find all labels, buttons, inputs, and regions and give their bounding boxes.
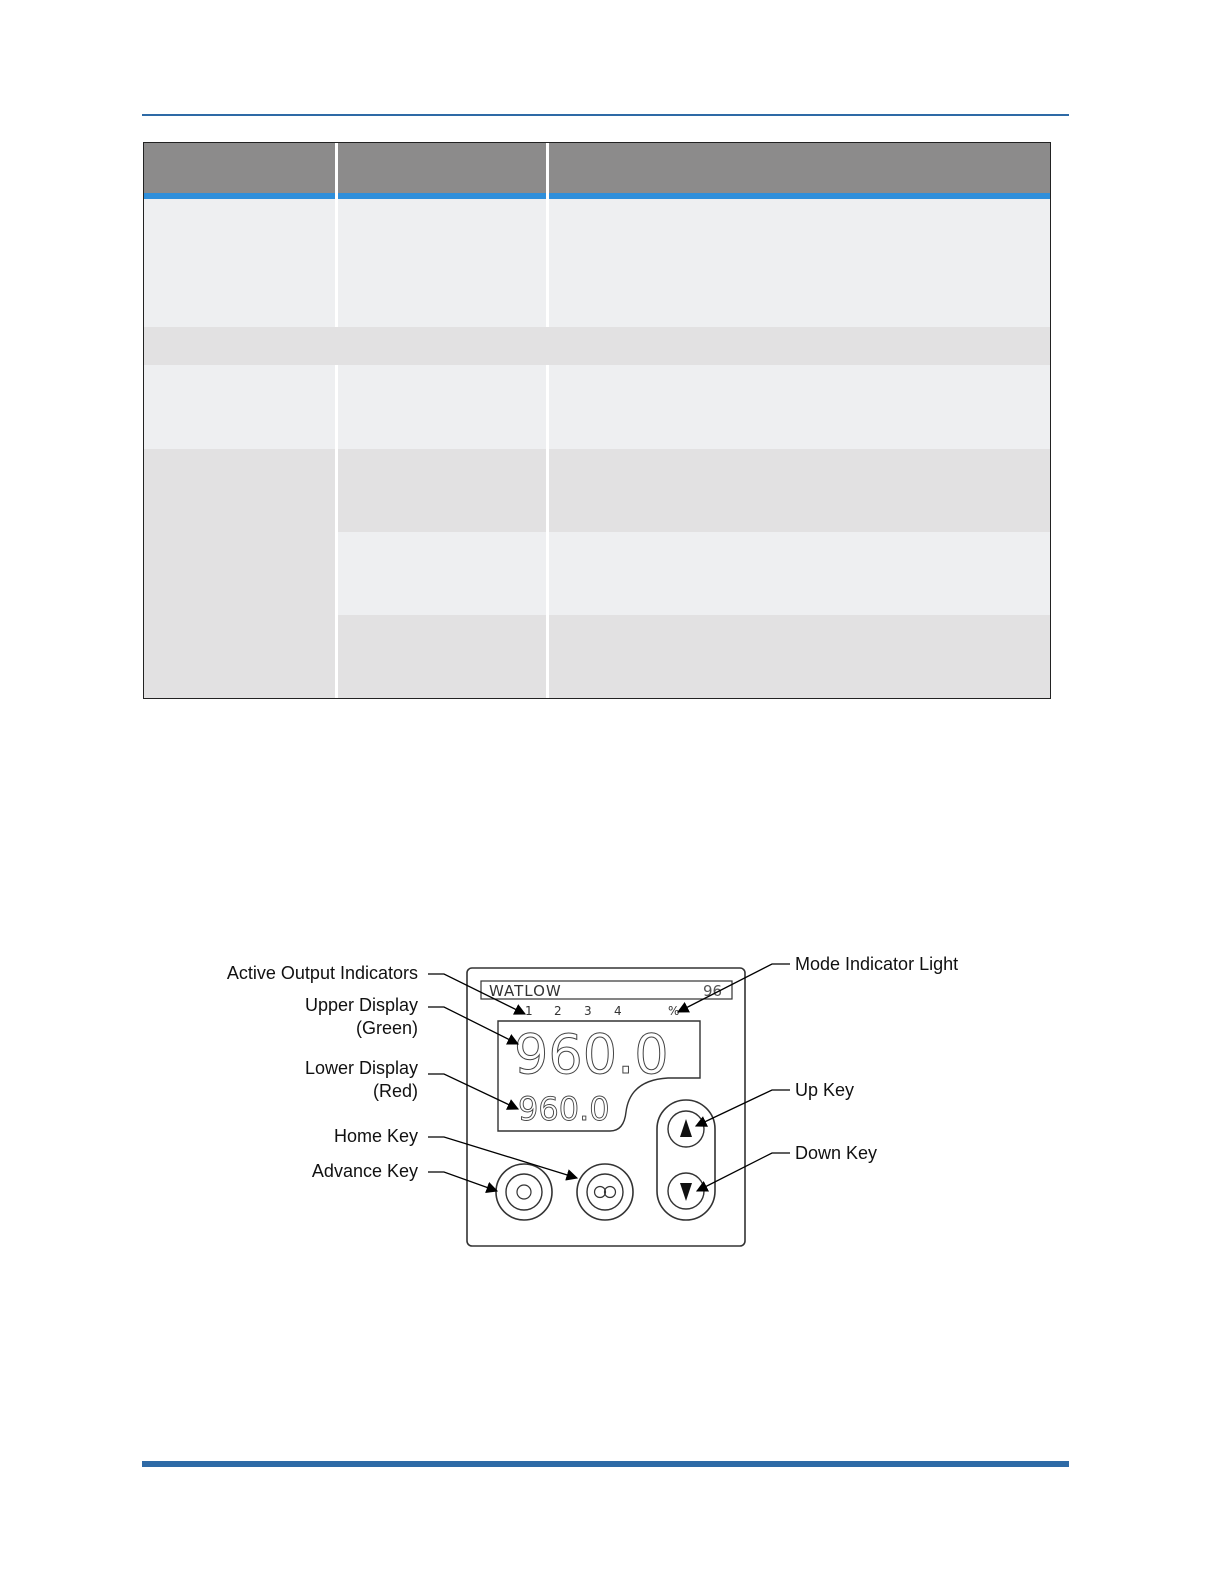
- bottom-rule: [142, 1461, 1069, 1467]
- table-row: [336, 532, 1050, 615]
- label-advance-key: Advance Key: [311, 1161, 418, 1181]
- label-home-key: Home Key: [333, 1126, 418, 1146]
- brand-text: WATLOW: [489, 982, 562, 1000]
- output-indicator-2: 2: [554, 1004, 562, 1018]
- output-indicator-4: 4: [614, 1004, 622, 1018]
- label-up-key: Up Key: [795, 1080, 855, 1100]
- table-row: [144, 365, 1050, 449]
- label-mode-indicator-light: Mode Indicator Light: [795, 954, 959, 974]
- upper-display-value: 960.0: [514, 1023, 669, 1086]
- label-upper-display: Upper Display: [304, 995, 418, 1015]
- column-divider: [546, 365, 549, 698]
- advance-key[interactable]: [496, 1164, 552, 1220]
- column-divider: [546, 143, 549, 199]
- table-row: [336, 615, 1050, 698]
- home-key[interactable]: [577, 1164, 633, 1220]
- column-divider: [335, 143, 338, 199]
- label-active-output-indicators: Active Output Indicators: [226, 963, 418, 983]
- label-upper-display-color: (Green): [355, 1018, 418, 1038]
- column-divider: [546, 199, 549, 327]
- table-row-group-cell: [144, 449, 336, 698]
- top-rule: [142, 114, 1069, 116]
- table-header: [144, 143, 1050, 193]
- output-indicator-1: 1: [525, 1004, 533, 1018]
- column-divider: [335, 365, 338, 698]
- controller-front-panel-diagram: [200, 940, 1020, 1270]
- parameter-table: [143, 142, 1051, 699]
- column-divider: [335, 199, 338, 327]
- table-section-row: [144, 327, 1050, 365]
- controller-drawing: [200, 940, 1020, 1270]
- label-lower-display: Lower Display: [304, 1058, 418, 1078]
- table-row: [144, 199, 1050, 327]
- percent-indicator: %: [668, 1004, 680, 1018]
- label-lower-display-color: (Red): [372, 1081, 418, 1101]
- model-text: 96: [703, 982, 723, 1000]
- up-key[interactable]: [668, 1111, 704, 1147]
- table-row: [336, 449, 1050, 532]
- output-indicator-3: 3: [584, 1004, 592, 1018]
- down-key[interactable]: [668, 1173, 704, 1209]
- label-down-key: Down Key: [795, 1143, 878, 1163]
- lower-display-value: 960.0: [518, 1090, 610, 1128]
